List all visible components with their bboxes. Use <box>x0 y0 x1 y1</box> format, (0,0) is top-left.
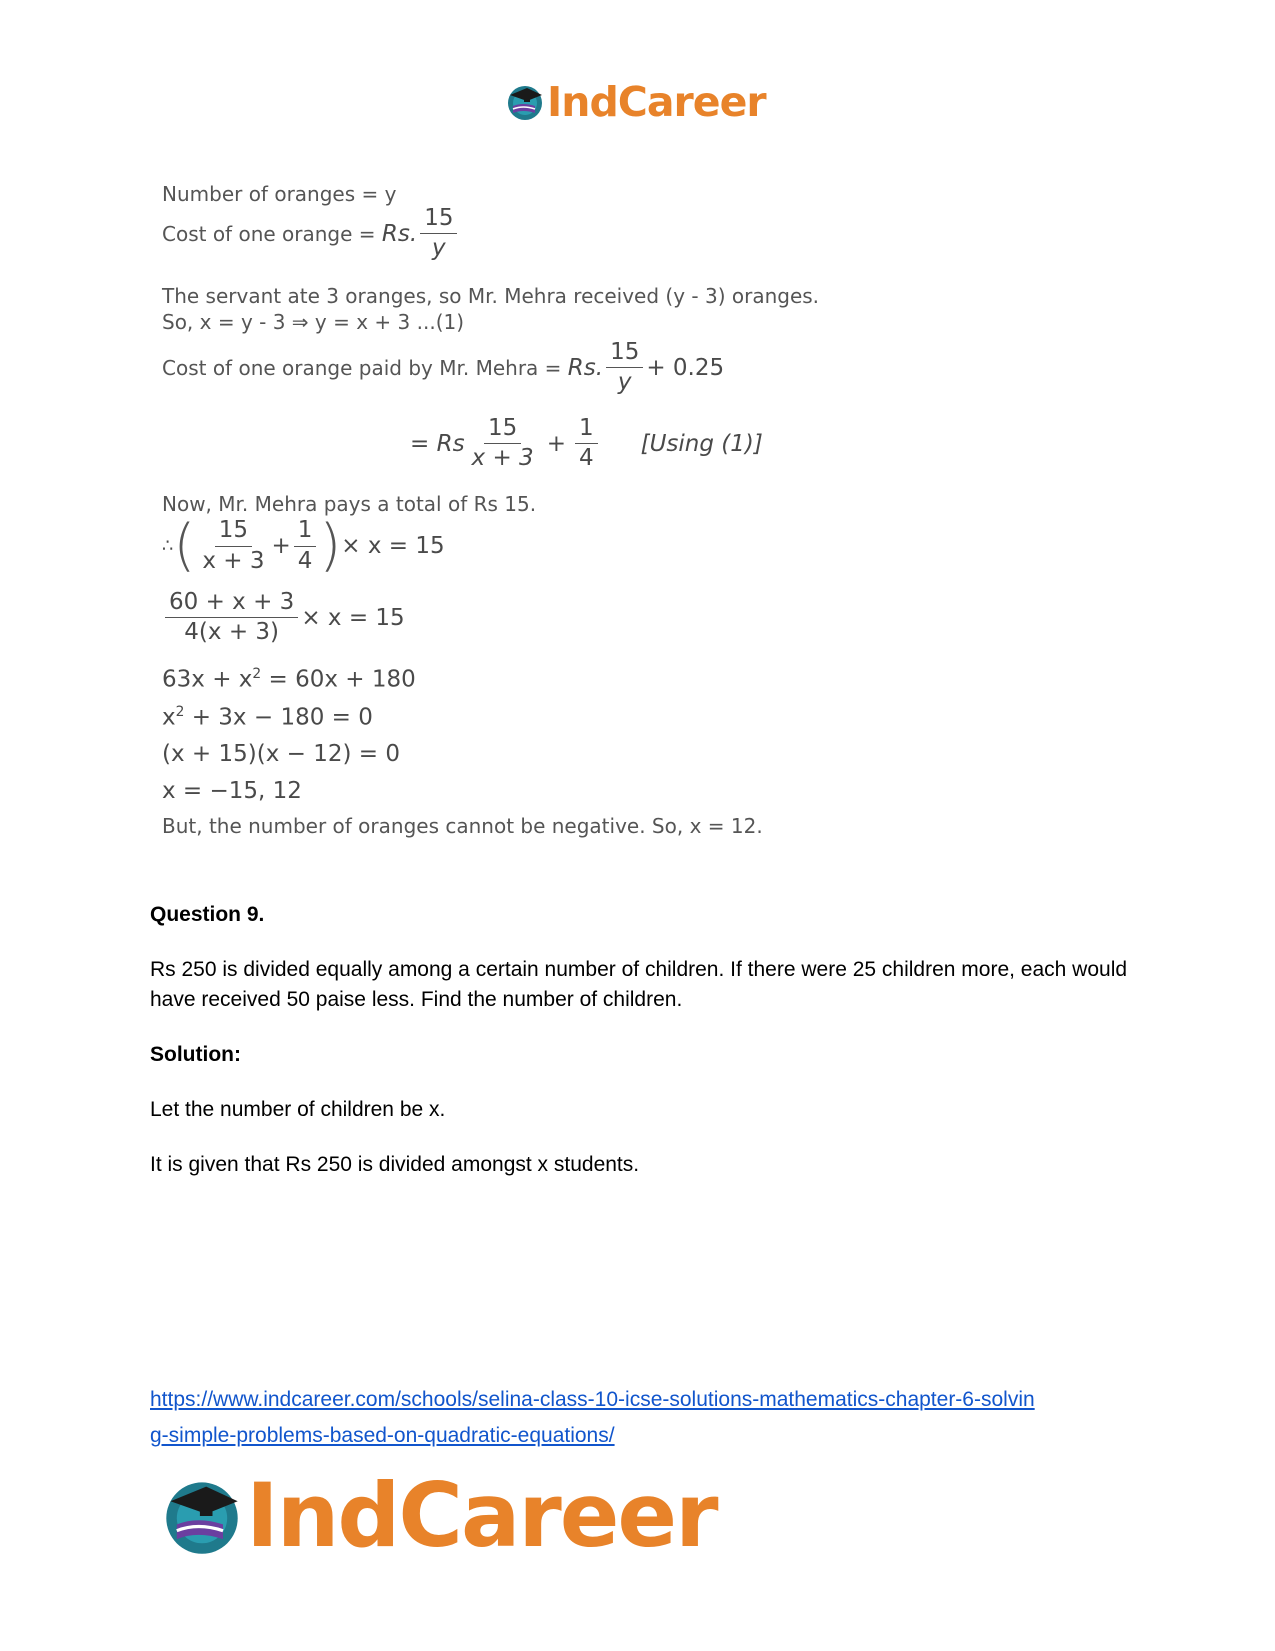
math-rs: = Rs <box>410 430 465 457</box>
source-link-line: https://www.indcareer.com/schools/selina-class-10-icse-solutions-mathematics-chapter-6-solvin <box>150 1388 1035 1411</box>
math-text: ∴ <box>162 535 174 557</box>
fraction <box>606 340 643 396</box>
math-text: × x = 15 <box>301 604 405 631</box>
math-line: The servant ate 3 oranges, so Mr. Mehra received (y - 3) oranges. <box>162 284 820 308</box>
math-line: (x + 15)(x − 12) = 0 <box>162 741 400 767</box>
solution-line: It is given that Rs 250 is divided amongst x students. <box>150 1153 640 1176</box>
fraction <box>420 206 457 262</box>
fraction-denominator: 4 <box>578 445 594 472</box>
source-link-line: g-simple-problems-based-on-quadratic-equations/ <box>150 1424 615 1447</box>
math-text: Cost of one orange = <box>162 221 382 246</box>
math-text: × x = 15 <box>341 533 445 559</box>
math-exponent: 2 <box>252 666 262 682</box>
fraction-numerator: 1 <box>294 518 317 546</box>
math-line <box>162 340 724 396</box>
fraction-denominator: y <box>432 235 446 262</box>
indcareer-logo-bottom <box>160 1464 717 1567</box>
fraction-denominator: x + 3 <box>471 445 534 472</box>
math-text: ) <box>319 513 342 578</box>
fraction <box>468 416 538 472</box>
fraction-numerator: 1 <box>575 416 598 444</box>
math-text: ( <box>173 513 196 578</box>
fraction-denominator: y <box>617 369 632 396</box>
math-rs: Rs. <box>567 354 604 381</box>
math-text: + <box>271 533 291 559</box>
math-text: + 0.25 <box>646 354 725 381</box>
indcareer-logo-top <box>505 80 766 124</box>
math-text: = 60x + 180 <box>261 666 416 693</box>
math-line: x = −15, 12 <box>162 778 302 804</box>
math-text: 63x + x <box>162 666 253 693</box>
math-line <box>162 666 416 693</box>
graduation-cap-book-logo-icon <box>505 82 545 122</box>
fraction-numerator: 15 <box>606 340 643 368</box>
math-solution-image <box>162 180 862 890</box>
math-line: But, the number of oranges cannot be negative. So, x = 12. <box>162 814 763 838</box>
math-text: + <box>546 430 566 457</box>
fraction <box>165 590 298 646</box>
math-line <box>162 704 373 731</box>
math-text: x <box>162 704 176 731</box>
math-line <box>410 416 763 472</box>
math-line: So, x = y - 3 ⇒ y = x + 3 ...(1) <box>162 310 465 334</box>
fraction <box>294 518 317 574</box>
math-line <box>162 513 445 578</box>
graduation-cap-book-logo-icon <box>160 1474 244 1558</box>
math-line: Number of oranges = y <box>162 182 397 206</box>
math-text: [Using (1)] <box>640 430 763 457</box>
fraction <box>575 416 598 472</box>
logo-wordmark: IndCareer <box>246 1464 717 1567</box>
math-exponent: 2 <box>175 704 185 720</box>
fraction-numerator: 15 <box>215 518 252 546</box>
fraction <box>198 518 268 574</box>
fraction-numerator: 60 + x + 3 <box>165 590 298 618</box>
source-link[interactable] <box>150 1382 1130 1454</box>
question-heading: Question 9. <box>150 903 265 926</box>
fraction-numerator: 15 <box>420 206 457 234</box>
question-text: Rs 250 is divided equally among a certain number of children. If there were 25 children more, each would have received 50 paise less. Find the number of children. <box>150 958 1128 1011</box>
fraction-denominator: 4(x + 3) <box>184 619 280 646</box>
fraction-numerator: 15 <box>484 416 521 444</box>
math-line <box>162 206 460 262</box>
logo-wordmark: IndCareer <box>547 78 766 126</box>
math-text: + 3x − 180 = 0 <box>184 704 373 731</box>
math-rs: Rs. <box>381 220 418 247</box>
solution-heading: Solution: <box>150 1043 241 1066</box>
solution-line: Let the number of children be x. <box>150 1098 446 1121</box>
math-line: Now, Mr. Mehra pays a total of Rs 15. <box>162 492 537 516</box>
fraction-denominator: x + 3 <box>202 547 265 574</box>
fraction-denominator: 4 <box>297 547 313 574</box>
math-line <box>162 590 405 646</box>
math-text: Cost of one orange paid by Mr. Mehra = <box>162 355 568 380</box>
